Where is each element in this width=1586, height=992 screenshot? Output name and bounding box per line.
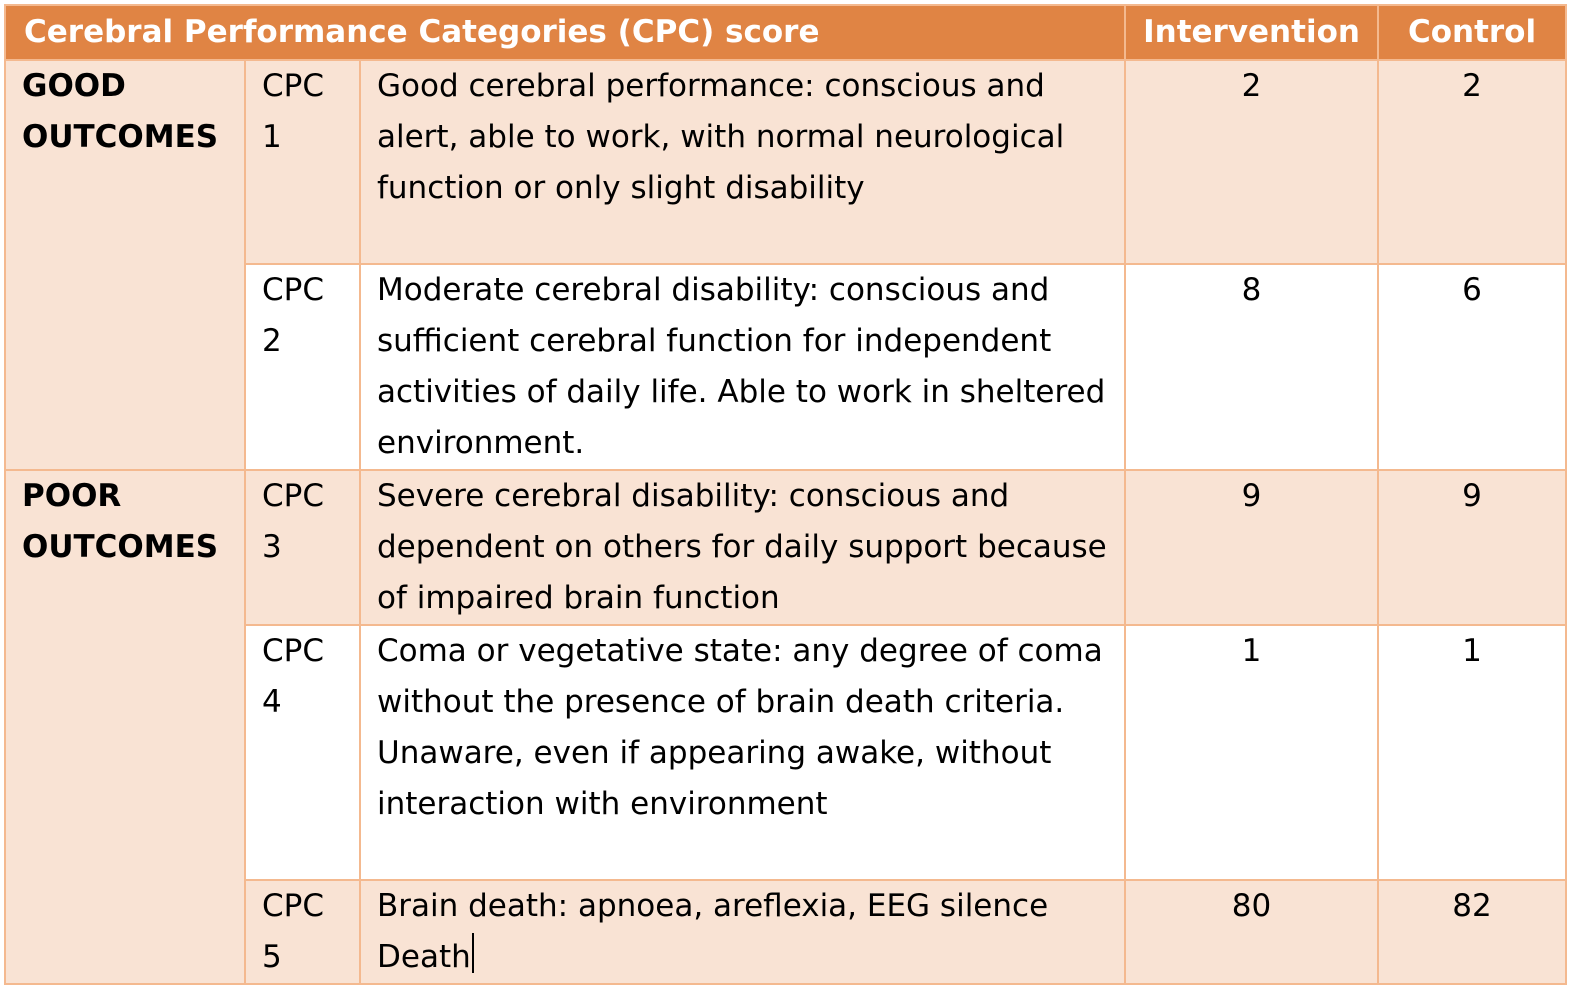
column-header-intervention: Intervention [1125, 5, 1378, 60]
group-label: POOR [22, 478, 122, 514]
cpc-code-cell: CPC 1 [245, 60, 360, 264]
intervention-value-cell: 9 [1125, 470, 1378, 625]
group-label: OUTCOMES [22, 119, 219, 155]
cpc-code-cell: CPC 2 [245, 264, 360, 470]
cpc-description-cell: Severe cerebral disability: conscious and dependent on others for daily support because of impaired brain function [360, 470, 1125, 625]
intervention-value-cell: 2 [1125, 60, 1378, 264]
control-value-cell: 6 [1378, 264, 1566, 470]
cpc-description-cell: Good cerebral performance: conscious and alert, able to work, with normal neurological function or only slight disability [360, 60, 1125, 264]
intervention-value-cell: 8 [1125, 264, 1378, 470]
cpc-description-cell[interactable] [360, 880, 1125, 984]
cpc-description-cell: Moderate cerebral disability: conscious and sufficient cerebral function for independent activities of daily life. Able to work in sheltered environment. [360, 264, 1125, 470]
cpc-code-cell: CPC 5 [245, 880, 360, 984]
control-value-cell: 2 [1378, 60, 1566, 264]
intervention-value-cell: 80 [1125, 880, 1378, 984]
text-cursor [472, 933, 474, 973]
cpc-score-table [4, 4, 1567, 985]
description-line: Brain death: apnoea, areflexia, EEG silence [377, 888, 1049, 924]
control-value-cell: 82 [1378, 880, 1566, 984]
control-value-cell: 9 [1378, 470, 1566, 625]
cpc-code-cell: CPC 3 [245, 470, 360, 625]
table-title: Cerebral Performance Categories (CPC) score [5, 5, 1125, 60]
group-label: GOOD [22, 68, 126, 104]
description-line: Death [377, 939, 471, 975]
cpc-code-cell: CPC 4 [245, 625, 360, 880]
group-good-outcomes [5, 60, 245, 470]
column-header-control: Control [1378, 5, 1566, 60]
table-row [5, 470, 1566, 625]
table-row [5, 60, 1566, 264]
group-label: OUTCOMES [22, 529, 219, 565]
cpc-description-cell: Coma or vegetative state: any degree of coma without the presence of brain death criteria. Unaware, even if appearing awake, without interaction with environment [360, 625, 1125, 880]
intervention-value-cell: 1 [1125, 625, 1378, 880]
table-header-row [5, 5, 1566, 60]
group-poor-outcomes [5, 470, 245, 984]
control-value-cell: 1 [1378, 625, 1566, 880]
